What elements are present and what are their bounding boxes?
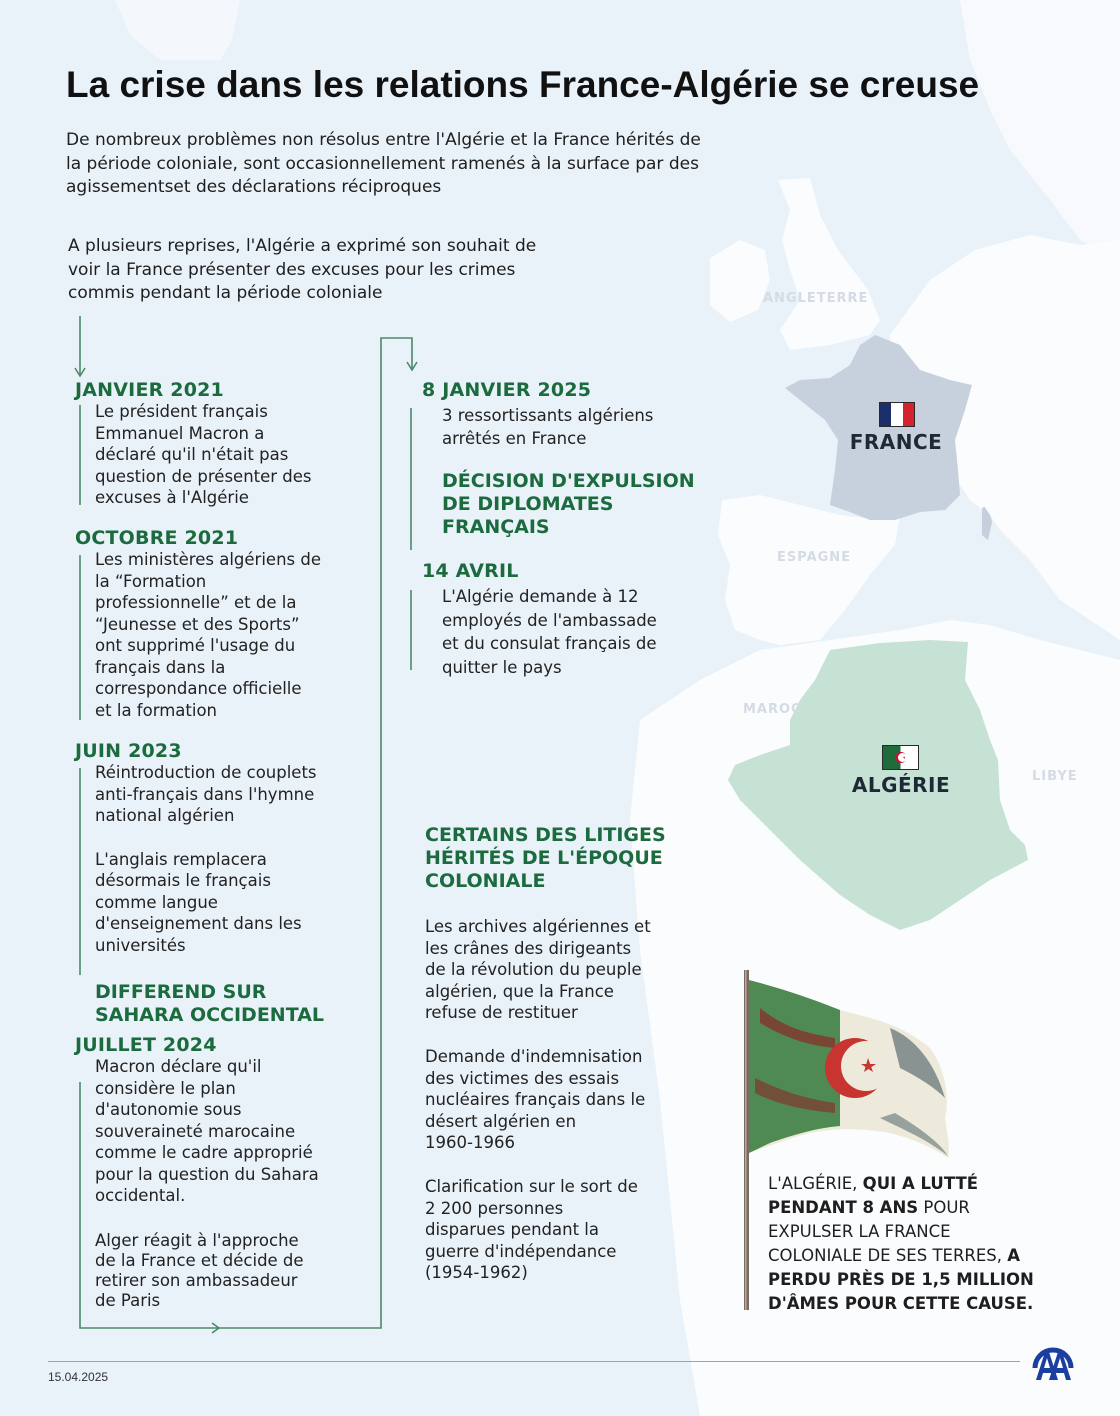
dispute-line: refuse de restituer (425, 1003, 578, 1022)
entry-line: question de présenter des (95, 466, 312, 486)
page-title: La crise dans les relations France-Algérie se creuse (66, 64, 980, 105)
quote-part-bold: A PERDU PRÈS DE 1,5 MILLION D'ÂMES POUR CETTE CAUSE. (768, 1246, 1034, 1313)
dispute-item (425, 1176, 705, 1284)
dispute-line: de la révolution du peuple (425, 960, 642, 979)
entry-line: de Paris (95, 1290, 161, 1310)
section-heading-sahara (95, 981, 375, 1027)
section-line: DÉCISION D'EXPULSION (442, 470, 695, 492)
entry-line: comme langue (95, 892, 218, 912)
entry-line: désormais le français (95, 871, 271, 890)
entry-line: Le président français (95, 402, 268, 421)
entry-line: professionnelle” et de la (95, 593, 297, 612)
entry-line: universités (95, 935, 186, 955)
entry-line: L'Algérie demande à 12 (442, 587, 639, 606)
entry-date: 14 AVRIL (422, 560, 519, 582)
dispute-line: algérien, que la France (425, 981, 614, 1001)
map-label-algeria: ALGÉRIE (851, 773, 951, 797)
entry-date: 8 JANVIER 2025 (422, 379, 592, 401)
subtitle-line: De nombreux problèmes non résolus entre l'Algérie et la France hérités de (66, 130, 701, 150)
quote-text (768, 1172, 1038, 1316)
quote-part: L'ALGÉRIE, (768, 1174, 863, 1193)
entry-line: Alger réagit à l'approche (95, 1230, 299, 1250)
entry-line: déclaré qu'il n'était pas (95, 445, 289, 464)
quote-part-bold: QUI A LUTTÉ PENDANT 8 ANS (768, 1174, 978, 1217)
entry-text (95, 1056, 375, 1207)
section-line: SAHARA OCCIDENTAL (95, 1004, 325, 1026)
timeline-entry (75, 379, 365, 509)
entry-line: Les ministères algériens de (95, 550, 321, 569)
map-label-libya: LIBYE (1032, 769, 1078, 784)
dispute-item (425, 916, 705, 1024)
entry-text (442, 404, 712, 450)
entry-line: Macron déclare qu'il (95, 1057, 262, 1076)
subtitle-line: la période coloniale, sont occasionnellement ramenés à la surface par des (66, 153, 699, 174)
entry-line: d'autonomie sous (95, 1100, 242, 1119)
quote-part: POUR EXPULSER LA FRANCE COLONIALE DE SES TERRES, (768, 1198, 1008, 1265)
entry-line: considère le plan (95, 1078, 236, 1098)
entry-date: OCTOBRE 2021 (75, 527, 239, 549)
entry-line: quitter le pays (442, 657, 562, 677)
entry-line: Emmanuel Macron a (95, 423, 265, 443)
timeline-entry (422, 379, 712, 539)
entry-line: anti-français dans l'hymne (95, 784, 315, 804)
disputes-heading (425, 824, 705, 893)
entry-text (95, 401, 365, 509)
entry-text (95, 1231, 375, 1311)
entry-line: occidental. (95, 1186, 186, 1205)
entry-line: français dans la (95, 657, 226, 677)
dispute-line: 1960-1966 (425, 1133, 515, 1152)
entry-text (95, 849, 365, 957)
footer-divider (48, 1361, 1020, 1362)
map-label-spain: ESPAGNE (777, 550, 852, 565)
section-line: HÉRITÉS DE L'ÉPOQUE (425, 847, 663, 869)
algeria-flag-icon (882, 745, 919, 770)
dispute-line: nucléaires français dans le (425, 1090, 646, 1109)
intro-line: commis pendant la période coloniale (68, 283, 383, 303)
entry-line: la “Formation (95, 571, 207, 591)
entry-line: et la formation (95, 700, 217, 720)
subtitle (66, 129, 786, 200)
france-flag-icon (879, 402, 915, 427)
entry-line: excuses à l'Algérie (95, 488, 249, 507)
entry-line: national algérien (95, 806, 235, 825)
dispute-line: Demande d'indemnisation (425, 1047, 643, 1066)
timeline-entry (75, 740, 365, 956)
dispute-item (425, 1046, 705, 1154)
section-line: DE DIPLOMATES (442, 493, 614, 515)
entry-line: employés de l'ambassade (442, 610, 657, 630)
entry-text (442, 585, 712, 679)
timeline-entry (75, 527, 365, 721)
intro-line: A plusieurs reprises, l'Algérie a exprimé son souhait de (68, 236, 537, 256)
entry-line: Réintroduction de couplets (95, 763, 317, 782)
section-line: COLONIALE (425, 870, 546, 892)
timeline-entry (75, 1034, 375, 1311)
entry-line: “Jeunesse et des Sports” (95, 614, 300, 634)
subtitle-line: agissementset des déclarations réciproques (66, 177, 442, 197)
dispute-line: Les archives algériennes et (425, 917, 651, 936)
dispute-line: guerre d'indépendance (425, 1241, 617, 1261)
entry-line: retirer son ambassadeur (95, 1270, 298, 1290)
section-line: DIFFEREND SUR (95, 981, 267, 1003)
entry-line: correspondance officielle (95, 679, 302, 698)
entry-date: JUIN 2023 (75, 740, 182, 762)
entry-line: 3 ressortissants algériens (442, 406, 654, 425)
section-line: FRANÇAIS (442, 516, 550, 538)
intro-line: voir la France présenter des excuses pour les crimes (68, 259, 516, 280)
intro-text (68, 235, 608, 306)
dispute-line: disparues pendant la (425, 1220, 600, 1239)
dispute-line: Clarification sur le sort de (425, 1177, 638, 1196)
footer-date: 15.04.2025 (48, 1370, 109, 1384)
timeline-entry (422, 560, 712, 679)
map-label-france: FRANCE (849, 430, 943, 454)
entry-date: JANVIER 2021 (75, 379, 224, 401)
map-label-morocco: MAROC (743, 702, 802, 717)
entry-line: L'anglais remplacera (95, 849, 267, 869)
entry-text (95, 762, 365, 827)
entry-line: de la France et décide de (95, 1250, 304, 1270)
aa-logo-icon (1030, 1338, 1076, 1382)
entry-line: d'enseignement dans les (95, 914, 302, 933)
section-line: CERTAINS DES LITIGES (425, 824, 666, 846)
entry-line: ont supprimé l'usage du (95, 636, 296, 655)
entry-line: pour la question du Sahara (95, 1164, 319, 1184)
entry-date: JUILLET 2024 (75, 1034, 217, 1056)
dispute-line: les crânes des dirigeants (425, 938, 632, 958)
dispute-line: désert algérien en (425, 1111, 577, 1131)
map-label-england: ANGLETERRE (763, 291, 869, 306)
entry-line: souveraineté marocaine (95, 1121, 296, 1141)
dispute-line: (1954-1962) (425, 1263, 528, 1282)
entry-line: comme le cadre approprié (95, 1143, 313, 1162)
entry-line: arrêtés en France (442, 429, 587, 448)
entry-line: et du consulat français de (442, 634, 657, 653)
dispute-line: des victimes des essais (425, 1068, 620, 1088)
dispute-line: 2 200 personnes (425, 1198, 564, 1218)
entry-text (95, 549, 365, 721)
section-heading-expulsion (442, 470, 712, 539)
